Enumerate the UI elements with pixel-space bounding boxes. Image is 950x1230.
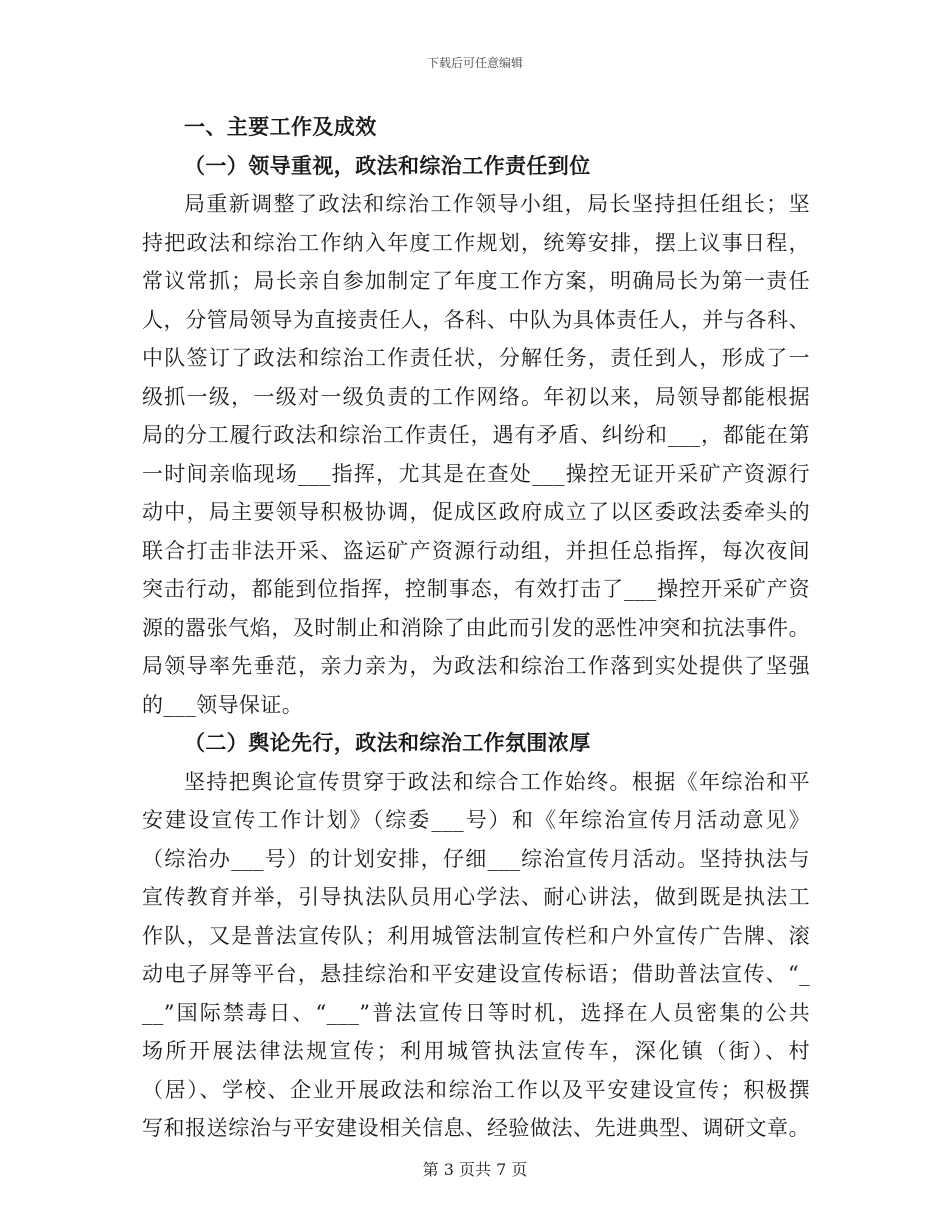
paragraph-line: 人，分管局领导为直接责任人，各科、中队为具体责任人，并与各科、 <box>142 307 810 332</box>
paragraph-line: 持把政法和综治工作纳入年度工作规划，统筹安排，摆上议事日程， <box>142 230 810 255</box>
paragraph-line: （综治办___号）的计划安排，仔细___综治宣传月活动。坚持执法与 <box>142 846 810 871</box>
paragraph-line: 突击行动，都能到位指挥，控制事态，有效打击了___操控开采矿产资 <box>142 577 810 601</box>
paragraph-line: 动中，局主要领导积极协调，促成区政府成立了以区委政法委牵头的 <box>142 500 810 524</box>
paragraph-line-last: 的___领导保证。 <box>142 692 304 717</box>
paragraph-line: 联合打击非法开采、盗运矿产资源行动组，并担任总指挥，每次夜间 <box>142 538 810 563</box>
paragraph-line: 中队签订了政法和综治工作责任状，分解任务，责任到人，形成了一 <box>142 346 810 370</box>
paragraph-line: 作队，又是普法宣传队；利用城管法制宣传栏和户外宣传广告牌、滚 <box>142 923 810 948</box>
paragraph-line: 源的嚣张气焰，及时制止和消除了由此而引发的恶性冲突和抗法事件。 <box>142 615 810 640</box>
document-body <box>142 108 810 1148</box>
paragraph-line: 坚持把舆论宣传贯穿于政法和综合工作始终。根据《年综治和平 <box>184 769 810 794</box>
page-header: 下载后可任意编辑 <box>426 56 523 70</box>
paragraph-line: 一时间亲临现场___指挥，尤其是在查处___操控无证开采矿产资源行 <box>142 461 810 486</box>
subsection-1-title: （一）领导重视，政法和综治工作责任到位 <box>184 152 591 178</box>
subsection-2-title: （二）舆论先行，政法和综治工作氛围浓厚 <box>184 730 591 755</box>
subsection-1-paragraph <box>142 185 810 724</box>
subsection-2-paragraph <box>142 763 810 1148</box>
page-footer: 第 3 页共 7 页 <box>422 1160 528 1179</box>
paragraph-line: 安建设宣传工作计划》（综委___号）和《年综治宣传月活动意见》 <box>142 808 810 832</box>
paragraph-line: 级抓一级，一级对一级负责的工作网络。年初以来，局领导都能根据 <box>142 384 810 409</box>
paragraph-line: 局重新调整了政法和综治工作领导小组，局长坚持担任组长；坚 <box>184 192 810 216</box>
paragraph-line: 局领导率先垂范，亲力亲为，为政法和综治工作落到实处提供了坚强 <box>142 654 810 678</box>
paragraph-line: 局的分工履行政法和综治工作责任，遇有矛盾、纠纷和___，都能在第 <box>142 423 810 447</box>
section-title: 一、主要工作及成效 <box>184 114 377 139</box>
paragraph-line: 常议常抓；局长亲自参加制定了年度工作方案，明确局长为第一责任 <box>142 269 810 293</box>
paragraph-line: 场所开展法律法规宣传；利用城管执法宣传车，深化镇（街）、村 <box>142 1039 810 1063</box>
paragraph-line: （居）、学校、企业开展政法和综治工作以及平安建设宣传；积极撰 <box>142 1077 810 1102</box>
paragraph-line: 动电子屏等平台，悬挂综治和平安建设宣传标语；借助普法宣传、“_ <box>142 962 810 986</box>
paragraph-line: 宣传教育并举，引导执法队员用心学法、耐心讲法，做到既是执法工 <box>142 885 810 909</box>
paragraph-line: __”国际禁毒日、“___”普法宣传日等时机，选择在人员密集的公共 <box>142 1000 810 1025</box>
paragraph-line: 写和报送综治与平安建设相关信息、经验做法、先进典型、调研文章。 <box>142 1116 810 1140</box>
